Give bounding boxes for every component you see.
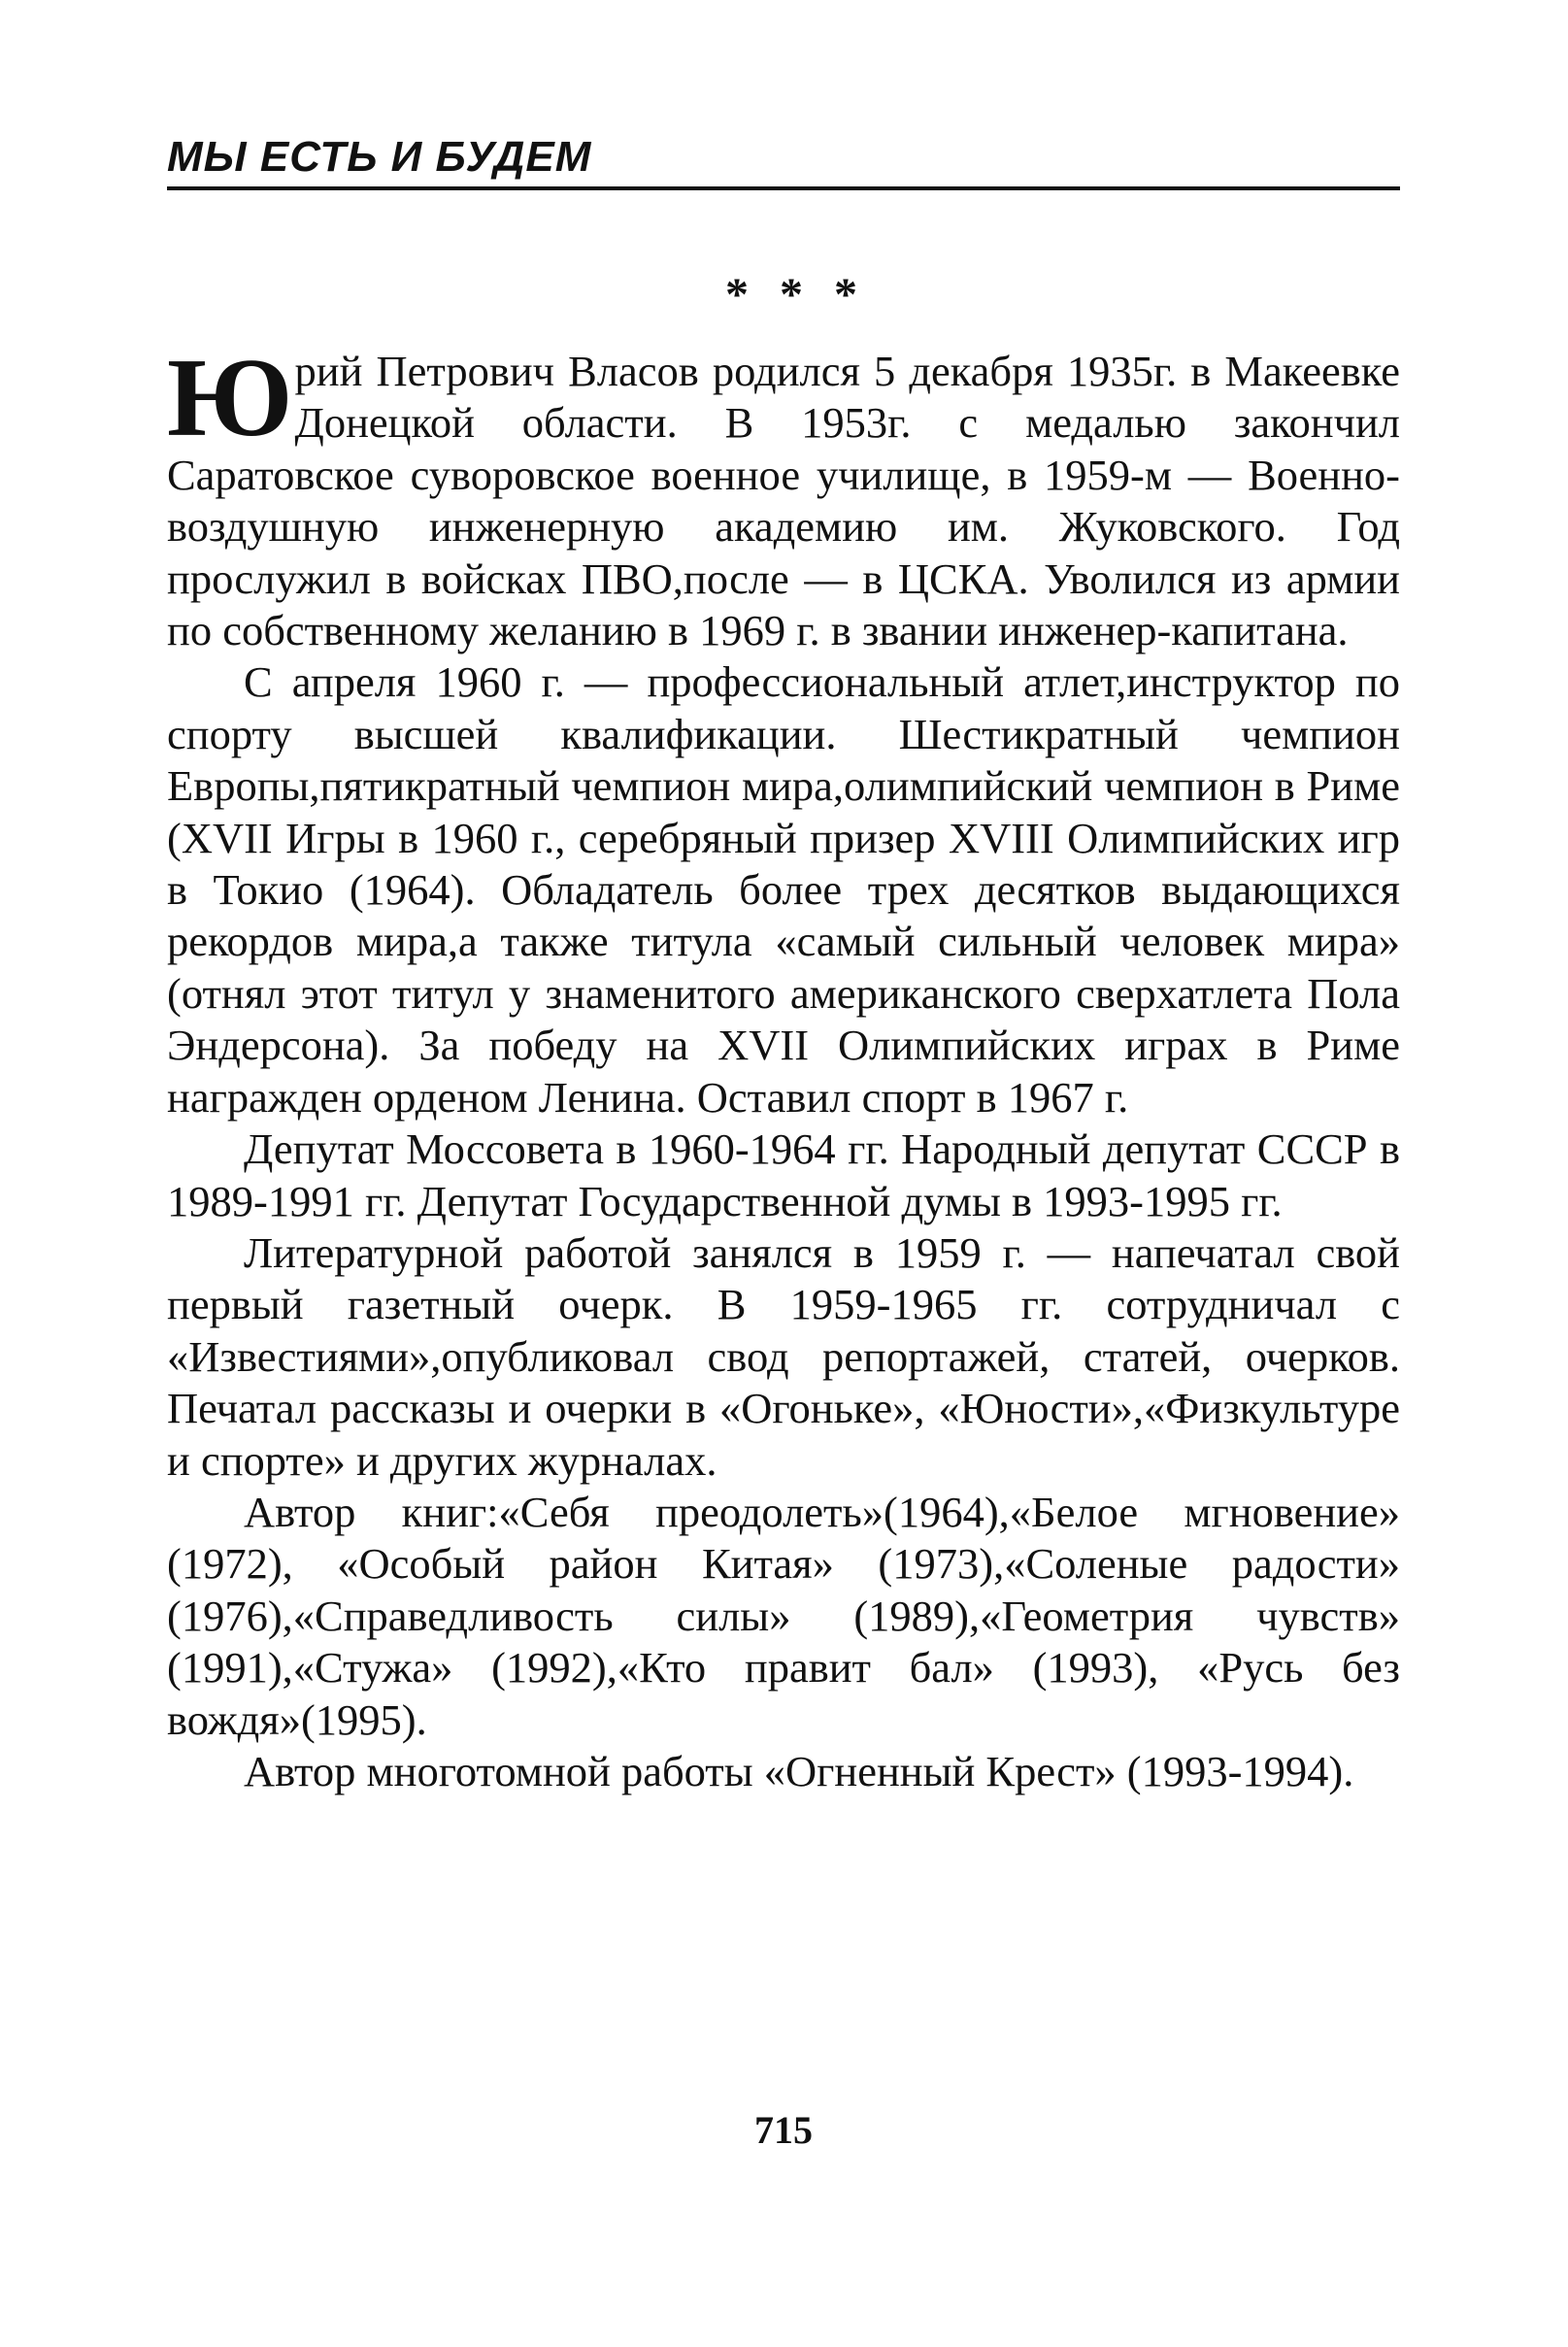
paragraph-multivolume: Автор многотомной работы «Огненный Крест» (1993-1994).: [244, 1746, 1354, 1795]
paragraph-books: Автор книг:«Себя преодолеть»(1964),«Белое мгновение» (1972), «Особый район Китая» (1973),«Соленые радости» (1976),«Справедливость силы» (1989),«Геометрия чувств» (1991),«Стужа» (1992),«Кто правит бал» (1993), «Русь без вождя»(1995).: [167, 1487, 1400, 1744]
header-rule: [167, 186, 1400, 190]
biography-text: [167, 336, 1400, 1797]
section-asterism: * * *: [725, 269, 867, 320]
paragraph-deputy: Депутат Моссовета в 1960-1964 гг. Народный депутат СССР в 1989-1991 гг. Депутат Государственной думы в 1993-1995 гг.: [167, 1124, 1400, 1225]
running-header: [167, 132, 1400, 190]
drop-cap: Ю: [167, 336, 291, 459]
paragraph-text: рий Петрович Власов родился 5 декабря 1935г. в Макеевке Донецкой области. В 1953г. с медалью закончил Саратовское суворовское военное училище, в 1959-м — Военно-воздушную инженерную академию им. Жуковского. Год прослужил в войсках ПВО,после — в ЦСКА. Уволился из армии по собственному желанию в 1969 г. в звании инженер-капитана.: [167, 347, 1400, 655]
running-title: МЫ ЕСТЬ И БУДЕМ: [167, 133, 592, 181]
paragraph-literary-work: Литературной работой занялся в 1959 г. — напечатал свой первый газетный очерк. В 1959-1965 гг. сотрудничал с «Известиями»,опубликовал свод репортажей, статей, очерков. Печатал рассказы и очерки в «Огоньке», «Юности»,«Физкультуре и спорте» и других журналах.: [167, 1227, 1400, 1485]
paragraph-sport-career: С апреля 1960 г. — профессиональный атлет,инструктор по спорту высшей квалификации. Шестикратный чемпион Европы,пятикратный чемпион мира,олимпийский чемпион в Риме (XVII Игры в 1960 г., серебряный призер XVIII Олимпийских игр в Токио (1964). Обладатель более трех десятков выдающихся рекордов мира,а также титула «самый сильный человек мира» (отнял этот титул у знаменитого американского сверхатлета Пола Эндерсона). За победу на XVII Олимпийских играх в Риме награжден орденом Ленина. Оставил спорт в 1967 г.: [167, 657, 1400, 1122]
paragraph-birth-service: [167, 336, 1400, 656]
page-number: 715: [754, 2108, 813, 2152]
